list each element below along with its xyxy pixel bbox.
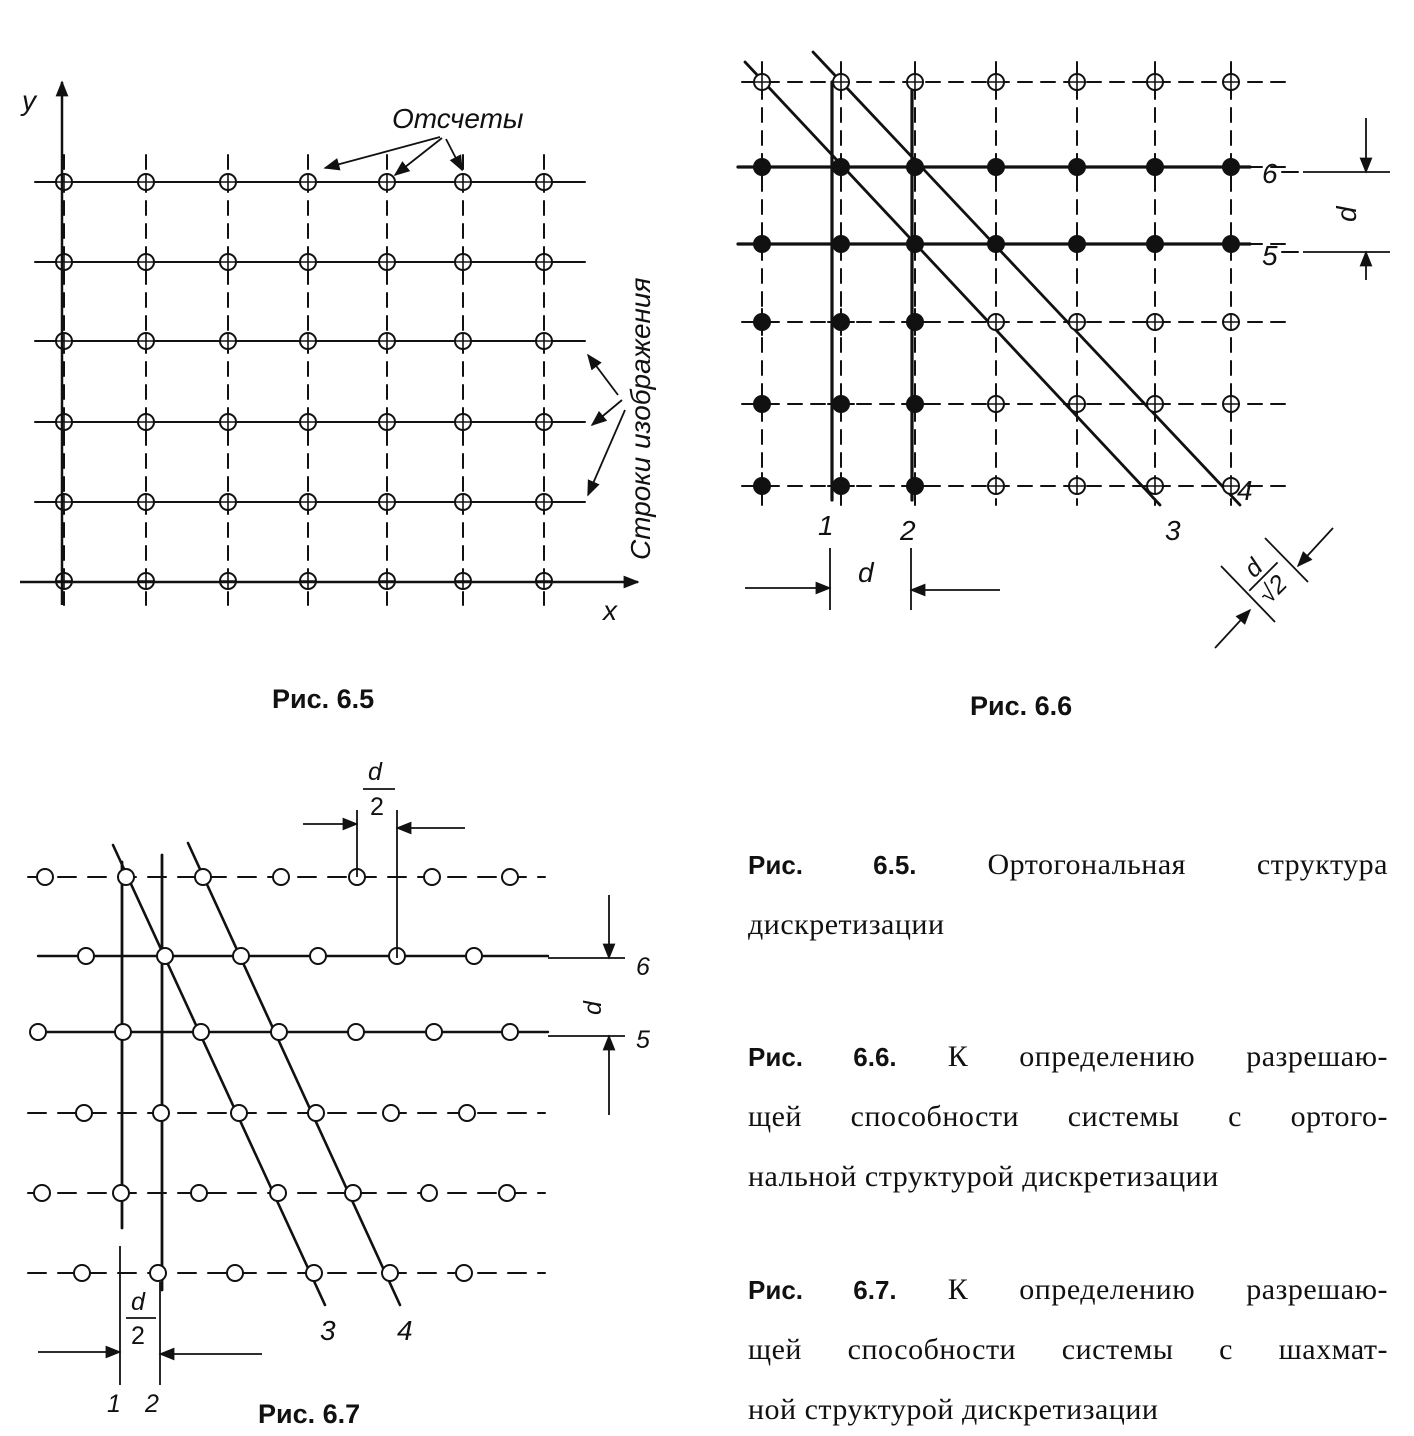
sample-point — [502, 1024, 518, 1040]
sample-point — [118, 869, 134, 885]
line-label-6: 6 — [1262, 158, 1278, 189]
line-labels — [107, 953, 650, 1418]
resolution-lines — [738, 52, 1250, 505]
rows-pointer-arrow — [588, 355, 618, 395]
caption-6-6 — [748, 1042, 1388, 1192]
line-label-1: 1 — [818, 510, 834, 541]
dimension-arrow — [1215, 610, 1250, 648]
figure-6-7-title: Рис. 6.7 — [258, 1399, 361, 1429]
caption-6-7-line3: ной структурой дискретизации — [748, 1393, 1159, 1426]
sample-point — [227, 1265, 243, 1281]
sample-point — [308, 1105, 324, 1121]
sample-point — [193, 1024, 209, 1040]
d-over-root2-label — [1230, 543, 1299, 612]
caption-6-6-line3: нальной структурой дискретизации — [748, 1160, 1219, 1193]
sample-point — [426, 1024, 442, 1040]
sample-point — [310, 948, 326, 964]
x-axis-label: x — [603, 595, 617, 626]
sample-point — [76, 1105, 92, 1121]
caption-6-7-line1: К определению разрешаю- — [947, 1273, 1388, 1306]
line-label-3: 3 — [1165, 515, 1181, 546]
caption-6-7-line2: щей способности системы с шахмат- — [748, 1333, 1388, 1366]
caption-6-6-title: Рис. 6.6. — [748, 1042, 897, 1072]
sample-point — [383, 1105, 399, 1121]
sample-point — [421, 1185, 437, 1201]
samples — [30, 869, 518, 1281]
d-label: d — [858, 557, 874, 588]
sample-point — [306, 1265, 322, 1281]
rows-label: Строки изображения — [625, 277, 656, 560]
figure-6-5 — [20, 82, 656, 714]
caption-6-5-title: Рис. 6.5. — [748, 850, 917, 880]
fraction-denominator: 2 — [131, 1322, 145, 1350]
caption-6-7 — [748, 1275, 1388, 1425]
sample-point — [157, 948, 173, 964]
sample-point — [502, 869, 518, 885]
dimension-arrow — [1298, 528, 1333, 566]
sample-point — [233, 948, 249, 964]
sample-point — [191, 1185, 207, 1201]
caption-6-5 — [748, 850, 1388, 940]
line-3 — [745, 62, 1160, 505]
sample-point — [382, 1265, 398, 1281]
sample-point — [348, 1024, 364, 1040]
samples-pointer-arrow — [446, 139, 462, 170]
line-label-6: 6 — [636, 953, 650, 981]
sampling-grid — [28, 877, 548, 1273]
sample-point — [195, 869, 211, 885]
sampling-grid — [35, 155, 585, 605]
top-d-half-label — [363, 758, 395, 821]
resolution-lines — [113, 843, 400, 1305]
d-vertical-label: d — [579, 1001, 607, 1015]
fraction-denominator: √2 — [1253, 569, 1293, 610]
sample-point — [74, 1265, 90, 1281]
line-label-2: 2 — [900, 515, 916, 546]
sample-point — [30, 1024, 46, 1040]
fraction-numerator: d — [131, 1288, 145, 1316]
figure-6-6 — [738, 52, 1390, 721]
sample-point — [466, 948, 482, 964]
sample-point — [459, 1105, 475, 1121]
line-label-4: 4 — [1237, 475, 1253, 506]
caption-6-6-line1: К определению разрешаю- — [947, 1040, 1388, 1073]
sample-point — [37, 869, 53, 885]
line-label-5: 5 — [636, 1026, 650, 1054]
line-label-2: 2 — [145, 1390, 159, 1418]
caption-6-5-line1: Ортогональная структура — [987, 848, 1388, 881]
sample-point — [34, 1185, 50, 1201]
line-label-5: 5 — [1262, 240, 1278, 271]
bottom-d-half-label — [126, 1288, 156, 1350]
samples — [56, 174, 552, 589]
rows-pointer-arrow — [592, 400, 622, 425]
fraction-numerator: d — [1238, 553, 1269, 583]
sample-point — [273, 869, 289, 885]
sample-point — [271, 1024, 287, 1040]
y-axis-label: y — [22, 85, 36, 116]
figure-6-6-title: Рис. 6.6 — [970, 691, 1073, 721]
sample-point — [115, 1024, 131, 1040]
fraction-numerator: d — [368, 758, 382, 786]
line-label-3: 3 — [320, 1315, 336, 1346]
samples-label: Отсчеты — [392, 103, 524, 134]
line-label-4: 4 — [397, 1315, 413, 1346]
sample-point — [270, 1185, 286, 1201]
line-label-1: 1 — [107, 1390, 121, 1418]
figure-6-7 — [28, 758, 650, 1429]
fraction-denominator: 2 — [370, 793, 384, 821]
caption-6-6-line2: щей способности системы с ортого- — [748, 1100, 1388, 1133]
sample-point — [499, 1185, 515, 1201]
sample-point — [345, 1185, 361, 1201]
sample-point — [424, 869, 440, 885]
sampling-grid — [742, 62, 1285, 505]
line-4 — [813, 52, 1240, 505]
figure-6-5-title: Рис. 6.5 — [272, 684, 375, 714]
caption-6-5-line2: дискретизации — [748, 908, 945, 941]
caption-6-7-title: Рис. 6.7. — [748, 1275, 897, 1305]
sample-point — [150, 1265, 166, 1281]
sample-point — [78, 948, 94, 964]
sample-point — [456, 1265, 472, 1281]
sample-point — [231, 1105, 247, 1121]
sample-point — [113, 1185, 129, 1201]
d-vertical-label: d — [1331, 206, 1362, 222]
sample-point — [153, 1105, 169, 1121]
